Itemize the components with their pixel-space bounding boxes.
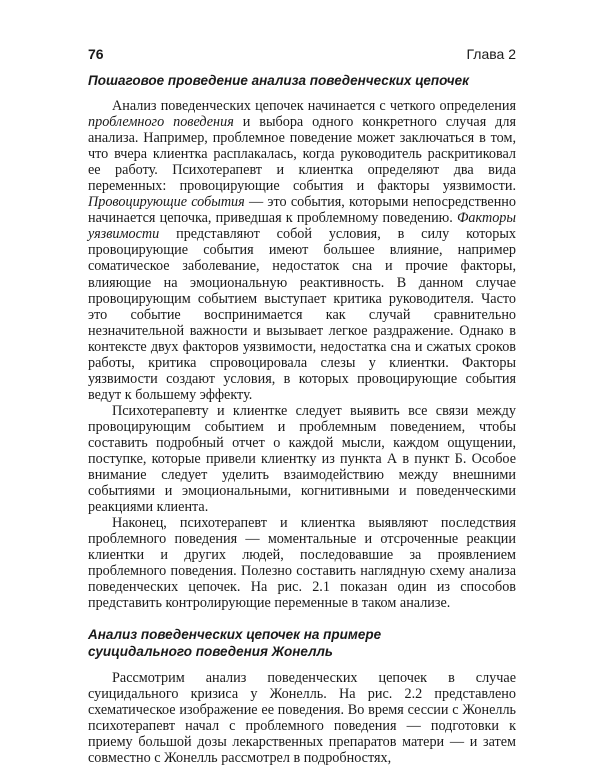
paragraph: Психотерапевту и клиентке следует выявить все связи между провоцирующим событием и проблемным поведением, чтобы составить подробный отчет о каждой мысли, каждом ощущении, поступке, которые привели клиентку из пункта А в пункт Б. Особое внимание следует уделить взаимодействию между внешними событиями и эмоциональными, когнитивными и поведенческими реакциями клиента. xyxy=(88,402,516,516)
running-head xyxy=(88,44,516,64)
section-heading: Пошаговое проведение анализа поведенческих цепочек xyxy=(88,73,469,88)
paragraph: Наконец, психотерапевт и клиентка выявляют последствия проблемного поведения — моментальные и отсроченные реакции клиентки и других людей, последовавшие за проявлением проблемного поведения. Полезно составить наглядную схему анализа поведенческих цепочек. На рис. 2.1 показан один из способов представить контролирующие переменные в таком анализе. xyxy=(88,515,516,612)
paragraph-text: Анализ поведенческих цепочек начинается с четкого определения xyxy=(112,98,516,114)
page-content xyxy=(88,72,516,766)
paragraph: Рассмотрим анализ поведенческих цепочек в случае суицидального кризиса у Жонелль. На рис. 2.2 представлено схематическое изображение ее поведения. Во время сессии с Жонелль психотерапевт начал с проблемного поведения — подготовки к приему большой дозы лекарственных препаратов матери — и затем совместно с Жонелль рассмотрел в подробностях, xyxy=(88,669,516,766)
section-heading xyxy=(88,626,516,660)
paragraph-text: представляют собой условия, в силу которых провоцирующие события имеют большее влияние, например соматическое заболевание, недостаток сна и прочие факторы, влияющие на эмоциональную реактивность. В данном случае провоцирующим событием выступает критика руководителя. Часто это событие воспринимается как случай сравнительно незначительной важности и вызывает легкое раздражение. Однако в контексте двух факторов уязвимости, недостатка сна и сжатых сроков работы, критика спровоцировала слезы у клиентки. Факторы уязвимости создают условия, в которых провоцирующие события ведут к большему эффекту. xyxy=(88,226,516,403)
emphasized-term: Факторы уязвимости xyxy=(88,210,516,243)
emphasized-term: проблемного поведения xyxy=(88,114,234,131)
paragraph xyxy=(88,98,516,403)
emphasized-term: Провоцирующие события xyxy=(88,194,245,211)
section-heading-line: суицидального поведения Жонелль xyxy=(88,643,333,659)
section-heading-line: Анализ поведенческих цепочек на примере xyxy=(88,626,382,642)
paragraph-text: — это события, которыми непосредственно начинается цепочка, приведшая к проблемному поведению. xyxy=(88,194,516,227)
chapter-label: Глава 2 xyxy=(466,46,516,62)
page-number: 76 xyxy=(88,46,104,62)
paragraph-text: и выбора одного конкретного случая для анализа. Например, проблемное поведение может заключаться в том, что вчера клиентка расплакалась, когда руководитель раскритиковал ее работу. Психотерапевт и клиентка определяют два вида переменных: провоцирующие события и факторы уязвимости. xyxy=(88,114,517,195)
